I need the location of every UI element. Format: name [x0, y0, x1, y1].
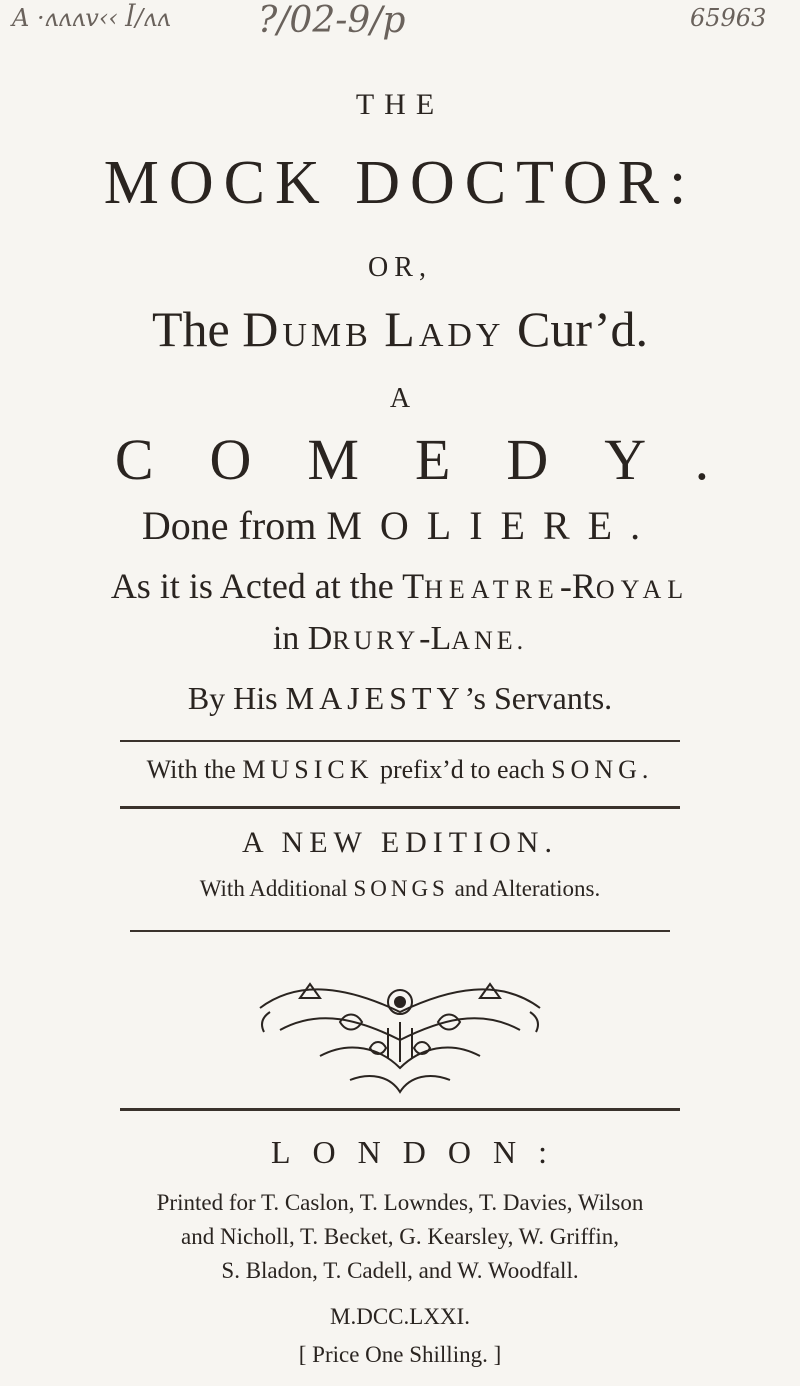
divider-rule	[120, 806, 680, 809]
subtitle-dumb-initial: D	[242, 301, 283, 357]
imprint-year: M.DCC.LXXI.	[330, 1304, 470, 1329]
edition-label: A NEW EDITION.	[242, 826, 558, 859]
edition-additional	[0, 876, 800, 902]
subtitle	[0, 300, 800, 358]
servants-suffix: ’s Servants.	[464, 680, 613, 716]
subtitle-the: The	[151, 301, 230, 357]
music-line	[0, 755, 800, 785]
subtitle-lady-rest: ADY	[418, 317, 505, 354]
venue-dash: -	[419, 620, 431, 657]
music-middle: prefix’d to each	[379, 755, 545, 784]
theatre-initial: T	[402, 566, 425, 606]
royal-rest: OYAL	[595, 575, 690, 604]
music-song: SONG.	[551, 755, 654, 784]
genre-article: A	[389, 383, 411, 414]
lane-initial: L	[430, 620, 452, 657]
servants-by: By His	[187, 680, 278, 716]
performance-prefix: As it is Acted at the	[110, 566, 394, 606]
servants-line	[0, 680, 800, 717]
performance-line	[0, 565, 800, 607]
imprint-price: [ Price One Shilling. ]	[298, 1342, 502, 1367]
royal-initial: R	[571, 566, 596, 606]
title-the: THE	[355, 88, 445, 121]
source-line	[0, 502, 800, 549]
title-or: OR,	[368, 252, 432, 283]
handwritten-note-left: A ·ʌʌʌv‹‹ ꟾ/ʌʌ	[12, 4, 171, 32]
servants-majesty: MAJESTY	[285, 680, 465, 716]
theatre-dash: -	[559, 566, 572, 606]
divider-rule	[120, 740, 680, 742]
music-musick: MUSICK	[242, 755, 374, 784]
subtitle-cured: Cur’d.	[517, 301, 649, 357]
drury-rest: RURY	[332, 626, 420, 655]
theatre-rest: HEATRE	[424, 575, 560, 604]
imprint-line-3: S. Bladon, T. Cadell, and W. Woodfall.	[221, 1258, 579, 1283]
edition-additional-suffix: and Alterations.	[454, 876, 601, 901]
subtitle-lady-initial: L	[384, 301, 419, 357]
edition-additional-prefix: With Additional	[199, 876, 348, 901]
venue-line	[0, 620, 800, 658]
handwritten-note-right: 65963	[690, 4, 767, 32]
venue-in: in	[272, 620, 300, 657]
edition-songs: SONGS	[353, 876, 449, 901]
music-prefix: With the	[146, 755, 236, 784]
title-main: MOCK DOCTOR:	[103, 149, 697, 217]
source-author: MOLIERE.	[326, 503, 659, 548]
handwritten-shelfmark: ?/02-9/p	[258, 0, 406, 41]
floral-ornament-icon	[240, 968, 560, 1098]
divider-rule	[120, 1108, 680, 1111]
source-prefix: Done from	[141, 503, 317, 548]
imprint-line-2: and Nicholl, T. Becket, G. Kearsley, W. Griffin,	[181, 1224, 619, 1249]
lane-rest: ANE.	[451, 626, 528, 655]
imprint-city: LONDON:	[271, 1134, 569, 1170]
subtitle-dumb-rest: UMB	[282, 317, 372, 354]
divider-rule	[130, 930, 670, 932]
imprint-line-1: Printed for T. Caslon, T. Lowndes, T. Davies, Wilson	[156, 1190, 644, 1215]
drury-initial: D	[307, 620, 333, 657]
genre-word: COMEDY.	[114, 427, 766, 492]
